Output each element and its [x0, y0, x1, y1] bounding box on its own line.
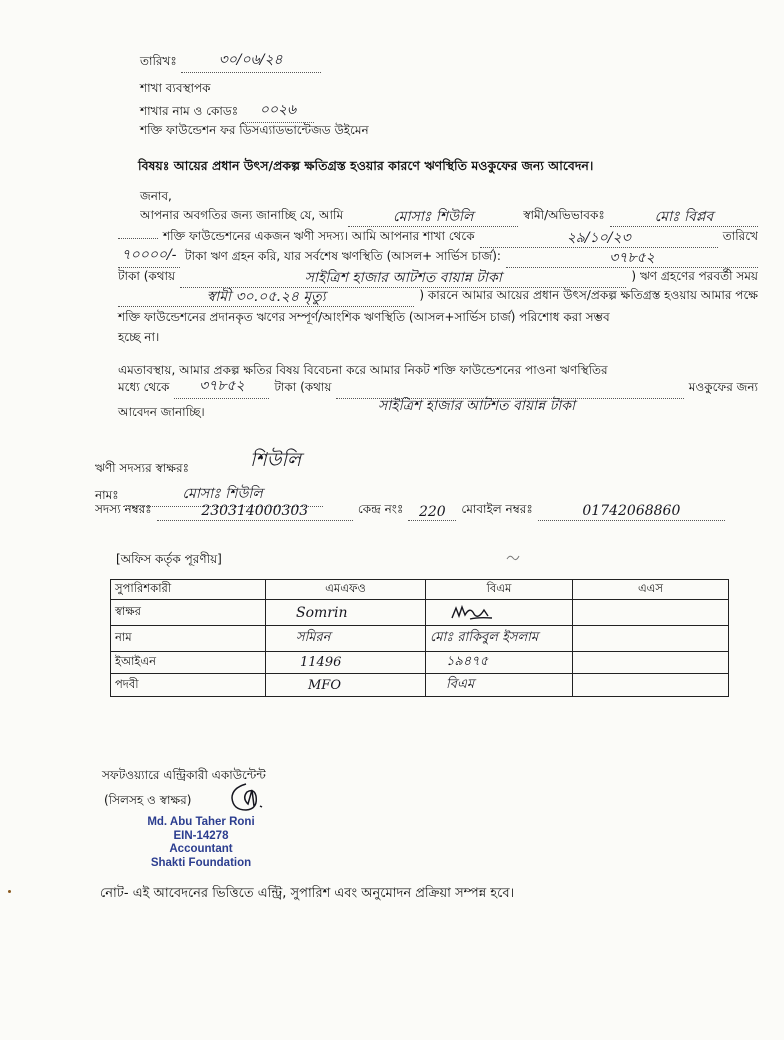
mobile-number: 01742068860 — [538, 502, 725, 521]
paragraph1-line1 — [140, 206, 758, 227]
loan-date: ২৯/১০/২৩ — [480, 229, 718, 248]
mfo-designation: MFO — [266, 674, 426, 697]
table-row-designation — [111, 674, 729, 697]
accountant-stamp — [118, 816, 284, 870]
paragraph1-line5 — [118, 286, 758, 307]
scan-dot — [8, 890, 11, 893]
scan-mark — [506, 553, 520, 561]
date-row — [140, 48, 321, 73]
header-bm: বিএম — [426, 580, 573, 600]
bm-signature — [448, 602, 508, 624]
stamp-name: Md. Abu Taher Roni — [147, 816, 255, 828]
salutation: জনাব, — [140, 189, 172, 203]
accountant-title: সফটওয়্যারে এন্ট্রিকারী একাউন্টেন্ট — [102, 768, 266, 782]
words-prefix: টাকা (কথায় — [118, 269, 176, 283]
member-name: মোসাঃ শিউলি — [123, 482, 323, 507]
dotted-leader — [118, 237, 158, 239]
branch-label: শাখার নাম ও কোডঃ — [140, 104, 239, 118]
paragraph1-line2 — [118, 227, 758, 248]
member-number-row — [95, 500, 725, 521]
accountant-signature — [226, 780, 274, 816]
after-text: ) ঋণ গ্রহণের পরবর্তী সময় — [631, 269, 758, 283]
stamp-designation: Accountant — [169, 843, 233, 855]
paragraph2-prefix: মধ্যে থেকে — [118, 380, 170, 394]
reason-suffix: ) কারনে আমার আয়ের প্রধান উৎস/প্রকল্প ক্ষতিগ্রস্ত হওয়ায় আমার পক্ষে — [419, 288, 758, 302]
seal-note: (সিলসহ ও স্বাক্ষর) — [104, 793, 192, 807]
stamp-ein: EIN-14278 — [173, 829, 229, 842]
table-header-row — [111, 580, 729, 600]
as-ein — [573, 652, 729, 674]
mfo-name: সমিরন — [266, 626, 426, 652]
balance-amount: ৩৭৮৫২ — [506, 249, 758, 268]
guardian-label: স্বামী/অভিভাবকঃ — [523, 208, 605, 222]
date-label: তারিখঃ — [140, 54, 177, 68]
loan-amount: ৭০০০০/- — [118, 247, 180, 268]
paragraph1-line4 — [118, 267, 758, 288]
header-mfo: এমএফও — [266, 580, 426, 600]
bm-designation: বিএম — [426, 674, 573, 697]
member-text: শক্তি ফাউন্ডেশনের একজন ঋণী সদস্য। আমি আপনার শাখা থেকে — [163, 229, 475, 243]
addressee: শাখা ব্যবস্থাপক — [140, 81, 211, 95]
guardian-name: মোঃ বিপ্লব — [610, 208, 758, 227]
as-designation — [573, 674, 729, 697]
date-suffix: তারিখে — [722, 229, 758, 243]
office-use-note: [অফিস কর্তৃক পূরণীয়] — [116, 552, 222, 566]
paragraph1-line3 — [118, 247, 758, 268]
member-number-label: সদস্য নম্বরঃ — [95, 502, 152, 516]
as-name — [573, 626, 729, 652]
paragraph2-words-prefix: টাকা (কথায় — [274, 380, 332, 394]
table-row-signature — [111, 600, 729, 626]
waiver-amount-in-words: সাইত্রিশ হাজার আটশত বায়ান্ন টাকা — [378, 398, 576, 414]
as-signature-cell — [573, 600, 729, 626]
member-number: 230314000303 — [157, 502, 353, 521]
paragraph2-line1: এমতাবস্থায়, আমার প্রকল্প ক্ষতির বিষয় বিবেচনা করে আমার নিকট শক্তি ফাউন্ডেশনের পাওনা ঋণস্থিতির — [118, 363, 608, 377]
waiver-amount: ৩৭৮৫২ — [174, 378, 269, 399]
footer-note: নোট- এই আবেদনের ভিত্তিতে এন্ট্রি, সুপারিশ এবং অনুমোদন প্রক্রিয়া সম্পন্ন হবে। — [100, 886, 515, 901]
stamp-organization: Shakti Foundation — [150, 856, 252, 869]
branch-code: ০০২৬ — [242, 98, 314, 123]
intro-text: আপনার অবগতির জন্য জানাচ্ছি যে, আমি — [140, 208, 344, 222]
branch-row — [140, 98, 314, 123]
paragraph2-line3: আবেদন জানাচ্ছি। — [118, 405, 205, 419]
header-as: এএস — [573, 580, 729, 600]
mfo-ein: 11496 — [266, 652, 426, 674]
paragraph2-suffix: মওকুফের জন্য — [688, 380, 758, 394]
center-label: কেন্দ্র নংঃ — [357, 502, 404, 516]
center-number: 220 — [408, 504, 456, 521]
applicant-name: মোসাঃ শিউলি — [348, 208, 518, 227]
mobile-label: মোবাইল নম্বরঃ — [461, 502, 533, 516]
member-signature: শিউলি — [250, 449, 302, 471]
member-name-label: নামঃ — [95, 488, 119, 502]
header-recommender: সুপারিশকারী — [111, 580, 266, 600]
member-signature-label: ঋণী সদস্যর স্বাক্ষরঃ — [95, 461, 189, 475]
mfo-signature: Somrin — [266, 600, 426, 626]
bm-ein: ১৯৪৭৫ — [426, 652, 573, 674]
row-label-name: নাম — [111, 626, 266, 652]
paragraph1-line6: শক্তি ফাউন্ডেশনের প্রদানকৃত ঋণের সম্পূর্ণ/আংশিক ঋণস্থিতি (আসল+সার্ভিস চার্জ) পরিশোধ করা সম্ভব — [118, 310, 610, 324]
paragraph1-line7: হচ্ছে না। — [118, 330, 160, 344]
row-label-designation: পদবী — [111, 674, 266, 697]
date-value: ৩০/০৬/২৪ — [181, 48, 321, 73]
damage-reason: স্বামী ৩০.০৫.২৪ মৃত্যু — [118, 288, 414, 307]
office-table — [110, 579, 729, 697]
balance-in-words: সাইত্রিশ হাজার আটশত বায়ান্ন টাকা — [180, 269, 626, 288]
bm-name: মোঃ রাকিবুল ইসলাম — [426, 626, 573, 652]
table-row-name — [111, 626, 729, 652]
organization-name: শক্তি ফাউন্ডেশন ফর ডিসএ্যাডভান্টেজড উইমেন — [140, 123, 369, 137]
loan-text: টাকা ঋণ গ্রহন করি, যার সর্বশেষ ঋণস্থিতি (আসল+ সার্ভিস চার্জ): — [185, 249, 501, 263]
row-label-ein: ইআইএন — [111, 652, 266, 674]
table-row-ein — [111, 652, 729, 674]
subject-line: বিষয়ঃ আয়ের প্রধান উৎস/প্রকল্প ক্ষতিগ্রস্ত হওয়ার কারণে ঋণস্থিতি মওকুফের জন্য আবেদন। — [138, 158, 594, 173]
bm-signature-cell — [426, 600, 573, 626]
row-label-signature: স্বাক্ষর — [111, 600, 266, 626]
